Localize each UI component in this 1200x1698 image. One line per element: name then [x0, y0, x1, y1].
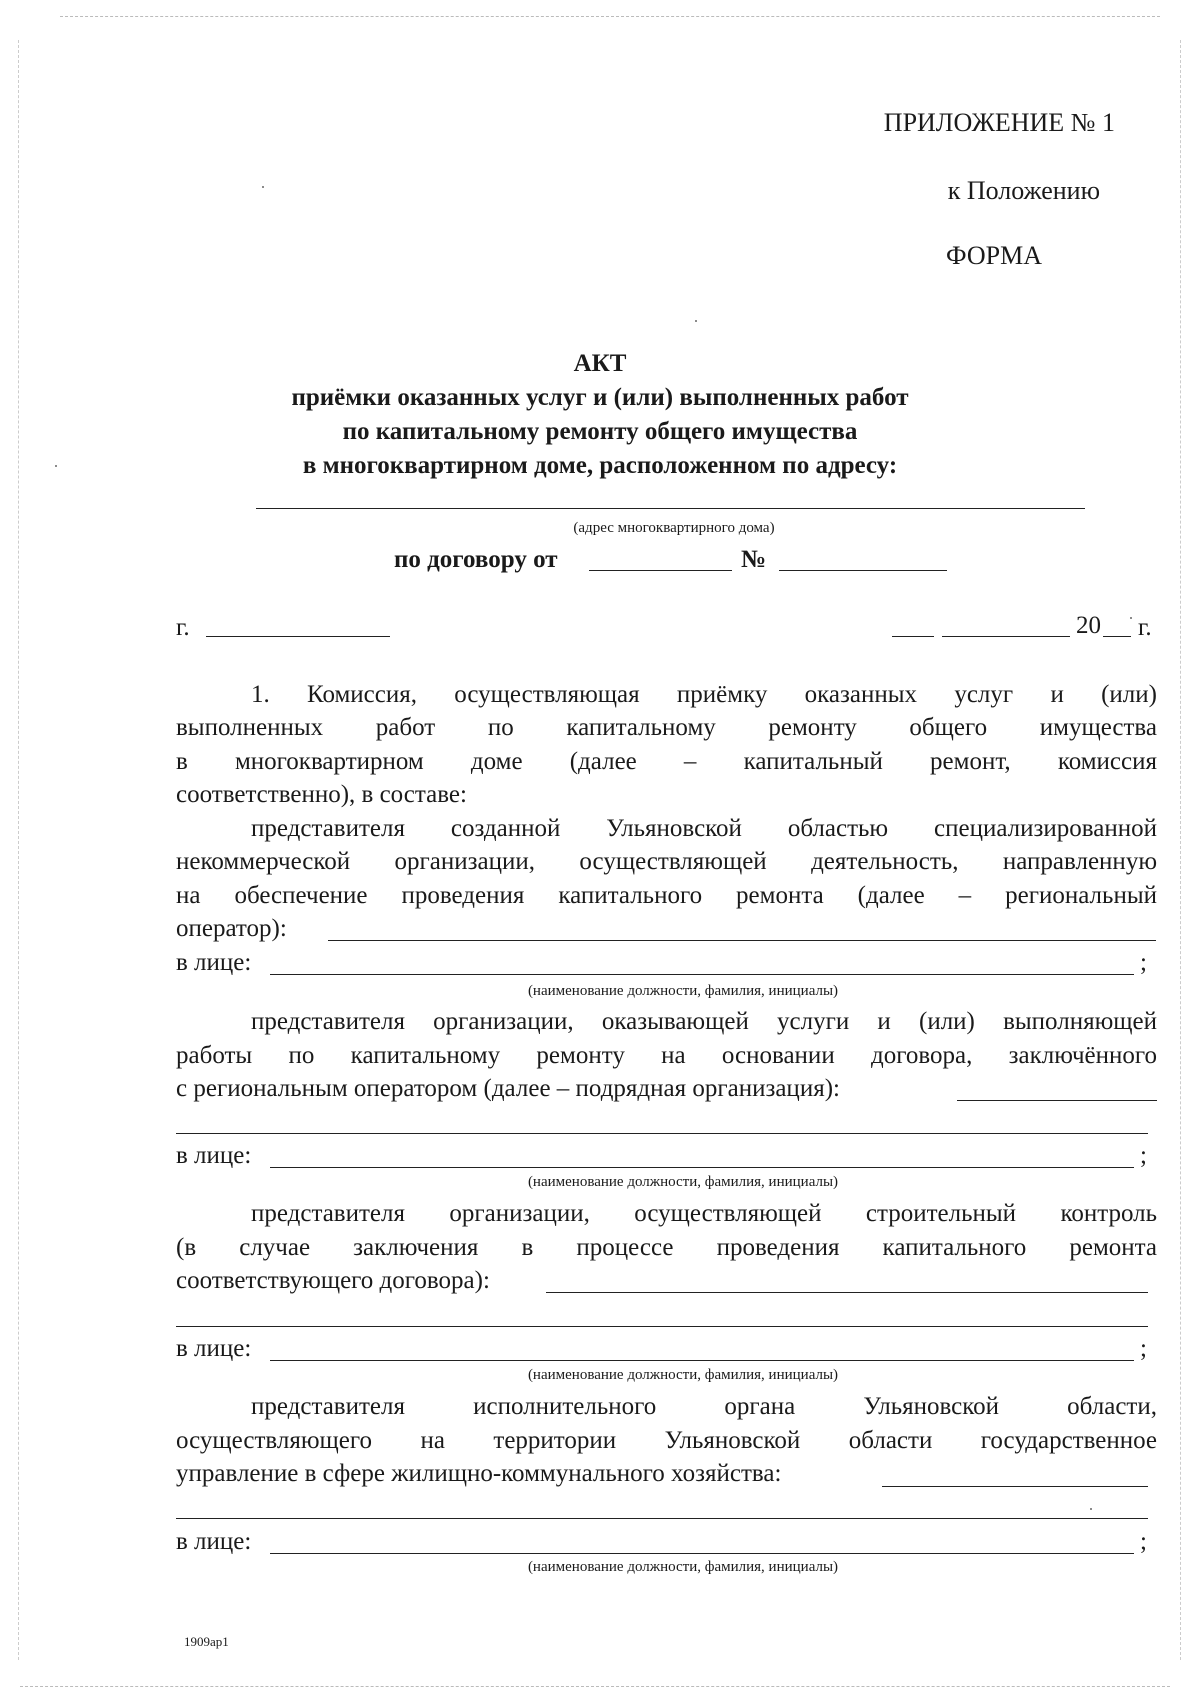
year-field[interactable] [1103, 636, 1131, 637]
scan-speck [1130, 617, 1132, 619]
form-label: ФОРМА [946, 241, 1042, 270]
rep1-person-label: в лице: [176, 949, 252, 976]
city-field[interactable] [206, 636, 390, 637]
act-subtitle-line: приёмки оказанных услуг и (или) выполненных работ [291, 384, 909, 411]
scan-edge-right [1180, 40, 1181, 1660]
rep4-organization-field-cont[interactable] [176, 1518, 1148, 1519]
act-subtitle-line: по капитальному ремонту общего имущества [342, 418, 858, 445]
rep3-person-field[interactable] [270, 1360, 1134, 1361]
rep1-line: на обеспечение проведения капитального ремонта (далее – региональный [176, 882, 1157, 909]
rep4-person-field[interactable] [270, 1553, 1134, 1554]
rep2-organization-field[interactable] [957, 1100, 1157, 1101]
day-field[interactable] [892, 636, 934, 637]
rep4-semicolon: ; [1140, 1528, 1147, 1555]
rep1-line: некоммерческой организации, осуществляющей деятельность, направленную [176, 848, 1157, 875]
month-field[interactable] [942, 636, 1070, 637]
rep3-line: представителя организации, осуществляющей строительный контроль [251, 1200, 1157, 1227]
rep4-person-caption: (наименование должности, фамилия, инициалы) [527, 1559, 839, 1575]
section1-line: соответственно), в составе: [176, 781, 467, 808]
rep2-line: представителя организации, оказывающей услуги и (или) выполняющей [251, 1008, 1157, 1035]
rep1-person-field[interactable] [270, 974, 1134, 975]
scan-speck [262, 186, 264, 188]
scan-speck [1090, 1508, 1092, 1510]
rep1-semicolon: ; [1140, 949, 1147, 976]
rep3-line: соответствующего договора): [176, 1267, 490, 1294]
year-prefix: 20 [1076, 612, 1101, 639]
scan-edge-top [60, 16, 1160, 17]
address-caption: (адрес многоквартирного дома) [573, 520, 775, 536]
rep3-person-caption: (наименование должности, фамилия, инициалы) [527, 1367, 839, 1383]
rep2-line: с региональным оператором (далее – подрядная организация): [176, 1075, 840, 1102]
scan-speck [695, 320, 697, 322]
rep2-person-caption: (наименование должности, фамилия, инициалы) [527, 1174, 839, 1190]
act-subtitle-line: в многоквартирном доме, расположенном по адресу: [302, 452, 898, 479]
rep2-semicolon: ; [1140, 1142, 1147, 1169]
rep2-organization-field-cont[interactable] [176, 1133, 1148, 1134]
rep4-line: осуществляющего на территории Ульяновской области государственное [176, 1427, 1157, 1454]
contract-number-field[interactable] [779, 570, 947, 571]
section1-line: в многоквартирном доме (далее – капитальный ремонт, комиссия [176, 748, 1157, 775]
document-code: 1909ар1 [184, 1634, 229, 1649]
rep4-line: представителя исполнительного органа Ульяновской области, [251, 1393, 1157, 1420]
scan-edge-bottom [20, 1686, 1170, 1687]
rep2-person-label: в лице: [176, 1142, 252, 1169]
rep4-line: управление в сфере жилищно-коммунального хозяйства: [176, 1460, 782, 1487]
rep1-line: представителя созданной Ульяновской областью специализированной [251, 815, 1157, 842]
rep1-line: оператор): [176, 915, 287, 942]
regulation-reference: к Положению [947, 176, 1100, 205]
rep3-person-label: в лице: [176, 1335, 252, 1362]
scan-edge-left [18, 40, 19, 1660]
section1-line: выполненных работ по капитальному ремонту общего имущества [176, 714, 1157, 741]
contract-date-field[interactable] [589, 570, 732, 571]
rep3-organization-field[interactable] [546, 1292, 1148, 1293]
year-suffix: г. [1138, 614, 1152, 641]
city-prefix: г. [176, 614, 190, 641]
rep3-semicolon: ; [1140, 1335, 1147, 1362]
rep1-person-caption: (наименование должности, фамилия, инициалы) [527, 983, 839, 999]
contract-label: по договору от [394, 546, 558, 573]
rep3-line: (в случае заключения в процессе проведения капитального ремонта [176, 1234, 1157, 1261]
rep4-person-label: в лице: [176, 1528, 252, 1555]
section1-line: 1. Комиссия, осуществляющая приёмку оказанных услуг и (или) [251, 681, 1157, 708]
appendix-number: ПРИЛОЖЕНИЕ № 1 [883, 108, 1115, 137]
rep1-organization-field[interactable] [328, 940, 1156, 941]
rep2-person-field[interactable] [270, 1167, 1134, 1168]
contract-number-sign: № [741, 546, 767, 573]
rep3-organization-field-cont[interactable] [176, 1326, 1148, 1327]
address-field-line[interactable] [256, 508, 1085, 509]
rep2-line: работы по капитальному ремонту на основании договора, заключённого [176, 1042, 1157, 1069]
act-title: АКТ [573, 350, 627, 377]
rep4-organization-field[interactable] [882, 1486, 1148, 1487]
